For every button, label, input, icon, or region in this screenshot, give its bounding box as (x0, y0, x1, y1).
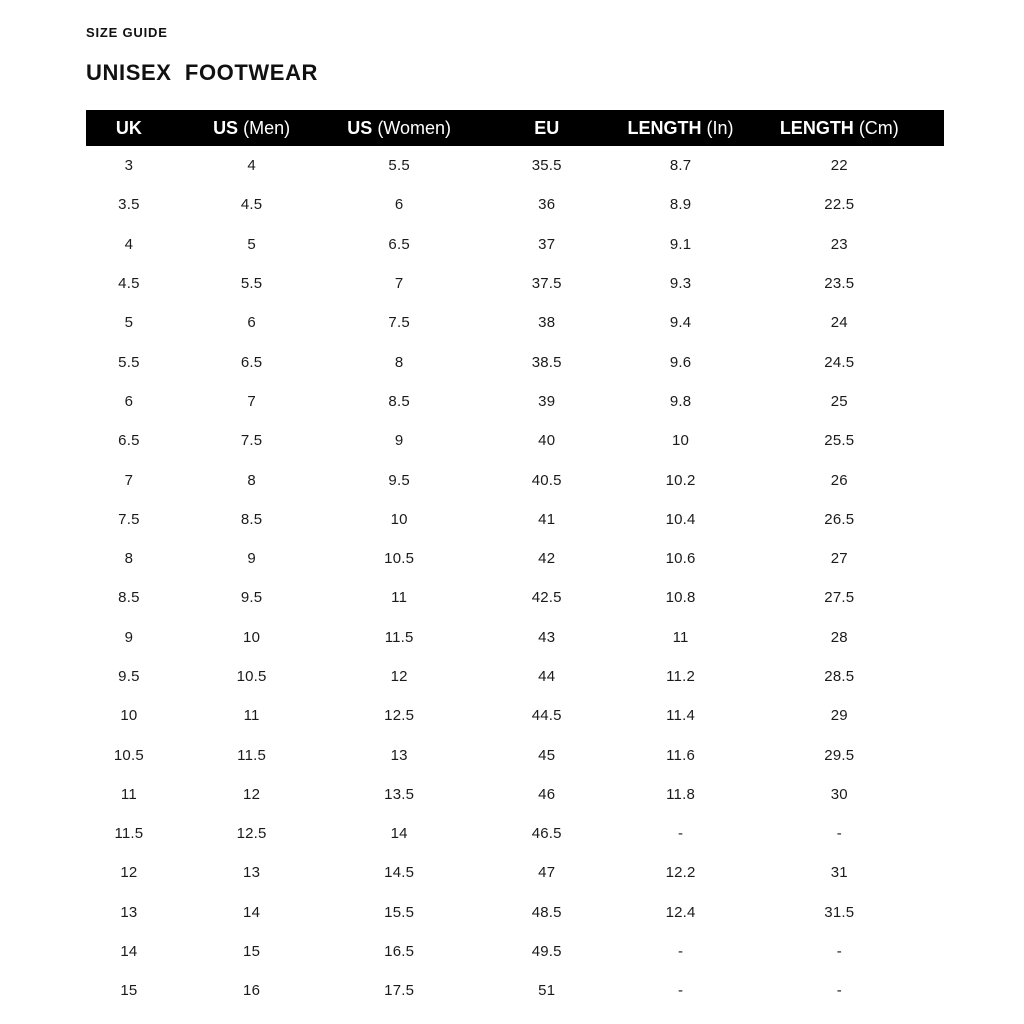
table-cell: 27.5 (824, 589, 855, 607)
table-cell: 25 (830, 392, 848, 410)
table-cell: 8.5 (240, 510, 263, 528)
table-body (86, 146, 944, 1011)
table-cell: 41 (538, 510, 556, 528)
table-cell: 10.5 (384, 550, 415, 568)
table-cell: 4 (124, 235, 134, 253)
table-cell: 23 (830, 235, 848, 253)
table-cell: 12.2 (665, 864, 696, 882)
table-row (86, 460, 944, 499)
table-cell: 22.5 (824, 196, 855, 214)
table-row (86, 303, 944, 342)
table-cell: 10 (672, 432, 690, 450)
table-cell: 8.5 (388, 392, 410, 410)
header-cell-bold-text: EU (534, 117, 560, 138)
header-cell-normal-text: (In) (701, 117, 734, 138)
table-cell: 37 (538, 235, 556, 253)
eyebrow-label: SIZE GUIDE (86, 25, 168, 40)
table-cell: 23.5 (824, 275, 855, 293)
table-cell: 28 (830, 628, 848, 646)
table-cell: 27 (830, 550, 848, 568)
table-cell: 9.5 (240, 589, 263, 607)
table-cell: 10.5 (236, 668, 267, 685)
table-row (86, 696, 944, 735)
table-cell: 7 (247, 392, 256, 410)
table-cell: 16.5 (384, 943, 415, 961)
table-cell: 38 (538, 314, 556, 332)
table-cell: 46.5 (531, 825, 562, 843)
table-cell: 45 (538, 746, 556, 764)
table-cell: - (677, 982, 684, 1000)
table-cell: 15.5 (384, 903, 415, 921)
table-cell: 7.5 (388, 314, 410, 332)
table-cell: 12.4 (665, 903, 696, 921)
table-cell: - (677, 943, 684, 961)
table-row (86, 146, 944, 185)
table-cell: - (836, 825, 842, 843)
table-cell: 8 (394, 353, 404, 371)
table-row (86, 225, 944, 264)
table-cell: 43 (538, 628, 556, 646)
table-cell: 38.5 (531, 353, 562, 371)
table-cell: 29.5 (824, 746, 855, 764)
table-row (86, 342, 944, 381)
table-row (86, 735, 944, 774)
table-row (86, 421, 944, 460)
table-cell: 3 (124, 157, 134, 175)
table-cell: 51 (538, 982, 556, 1000)
table-cell: 24 (830, 314, 848, 332)
table-cell: 28.5 (824, 668, 855, 685)
header-cell-normal-text: (Women) (372, 117, 451, 138)
table-cell: 14 (390, 825, 408, 843)
table-row (86, 814, 944, 853)
table-cell: 12 (120, 864, 138, 882)
table-cell: 15 (120, 982, 138, 1000)
table-cell: - (836, 982, 842, 1000)
table-cell: 5 (124, 314, 134, 332)
table-cell: 12.5 (236, 825, 267, 843)
table-cell: 5.5 (240, 275, 263, 293)
table-cell: 10.5 (113, 746, 144, 764)
table-cell: 26.5 (824, 510, 855, 528)
table-cell: 7.5 (240, 432, 263, 450)
table-cell: 6.5 (240, 353, 263, 371)
table-cell: 6.5 (388, 235, 410, 253)
table-cell: 13.5 (384, 785, 415, 803)
table-cell: 44 (538, 668, 556, 685)
table-cell: 31.5 (824, 903, 855, 921)
header-cell-bold-text: LENGTH (627, 117, 702, 138)
table-cell: 9.1 (669, 235, 692, 253)
table-cell: 10.8 (665, 589, 696, 607)
table-cell: 25.5 (824, 432, 855, 450)
size-conversion-table (86, 110, 944, 1011)
header-cell (86, 110, 172, 146)
table-cell: 15 (243, 943, 261, 961)
table-cell: 10.4 (665, 510, 696, 528)
table-cell: 7 (124, 471, 134, 489)
table-row (86, 932, 944, 971)
table-cell: 11.5 (114, 825, 144, 843)
table-cell: 42.5 (531, 589, 562, 607)
table-cell: 6.5 (118, 432, 140, 450)
header-cell-bold-text: UK (115, 117, 142, 138)
table-cell: 11.5 (384, 628, 414, 646)
table-cell: 4 (247, 157, 256, 175)
table-cell: 11 (120, 785, 137, 803)
table-cell: 13 (243, 864, 261, 882)
table-cell: - (836, 943, 842, 961)
table-cell: 16 (243, 982, 261, 1000)
header-cell (627, 110, 735, 146)
table-row (86, 853, 944, 892)
table-row (86, 185, 944, 224)
table-cell: 44.5 (531, 707, 562, 725)
table-cell: 9.5 (118, 668, 140, 685)
table-cell: 40.5 (531, 471, 562, 489)
table-row (86, 893, 944, 932)
table-cell: 49.5 (531, 943, 562, 961)
table-cell: 42 (538, 550, 556, 568)
header-cell-normal-text: (Men) (238, 117, 291, 138)
table-row (86, 618, 944, 657)
table-cell: 4.5 (118, 275, 140, 293)
table-cell: 7 (394, 275, 404, 293)
table-row (86, 775, 944, 814)
table-row (86, 382, 944, 421)
table-cell: 9 (247, 550, 256, 568)
header-cell (467, 110, 627, 146)
table-cell: 17.5 (384, 982, 415, 1000)
header-cell (331, 110, 467, 146)
table-cell: 9.3 (669, 275, 692, 293)
header-cell (172, 110, 332, 146)
table-cell: 12 (390, 668, 408, 685)
table-cell: 10.6 (665, 550, 696, 568)
table-cell: 36 (538, 196, 556, 214)
table-header (86, 110, 944, 146)
page-title: UNISEX FOOTWEAR (86, 60, 319, 85)
table-cell: 11 (243, 707, 260, 725)
table-cell: 8 (247, 471, 256, 489)
table-cell: 37.5 (531, 275, 562, 293)
table-cell: 35.5 (531, 157, 562, 175)
table-cell: 9.4 (669, 314, 692, 332)
table-cell: 26 (830, 471, 848, 489)
table-cell: 12.5 (384, 707, 415, 725)
table-cell: 6 (247, 314, 256, 332)
table-cell: 30 (830, 785, 848, 803)
header-cell-normal-text: (Cm) (853, 117, 899, 138)
table-cell: 11.2 (666, 668, 695, 685)
table-cell: 48.5 (531, 903, 562, 921)
table-cell: 9.5 (388, 471, 410, 489)
table-cell: 9.6 (669, 353, 692, 371)
table-cell: 13 (120, 903, 138, 921)
table-cell: 11 (672, 628, 689, 646)
table-cell: 39 (538, 392, 556, 410)
header-cell-bold-text: US (213, 117, 239, 138)
table-cell: 22 (830, 157, 848, 175)
header-row (86, 110, 944, 146)
table-cell: 13 (390, 746, 408, 764)
table-row (86, 500, 944, 539)
table-cell: 11 (391, 589, 408, 607)
table-cell: 11.6 (666, 746, 695, 764)
table-cell: 4.5 (240, 196, 263, 214)
table-cell: 12 (243, 785, 261, 803)
table-cell: 24.5 (824, 353, 855, 371)
table-cell: 7.5 (118, 510, 140, 528)
table-row (86, 264, 944, 303)
table-cell: 11.8 (666, 785, 695, 803)
table-row (86, 578, 944, 617)
table-cell: 8.5 (118, 589, 140, 607)
table-cell: 6 (124, 392, 134, 410)
table-cell: 8 (124, 550, 134, 568)
table-cell: 14 (120, 943, 138, 961)
table-row (86, 657, 944, 696)
table-cell: 9 (394, 432, 404, 450)
table-cell: 11.4 (666, 707, 695, 725)
table-cell: 14.5 (384, 864, 415, 882)
table-cell: 9 (124, 628, 134, 646)
table-row (86, 971, 944, 1010)
table-cell: 10 (243, 628, 261, 646)
table-row (86, 539, 944, 578)
table-cell: 29 (830, 707, 848, 725)
table-cell: 6 (394, 196, 404, 214)
table-cell: 47 (538, 864, 556, 882)
table-cell: 10 (390, 510, 408, 528)
table-cell: 9.8 (669, 392, 692, 410)
table-cell: 31 (830, 864, 848, 882)
table-cell: 40 (538, 432, 556, 450)
table-cell: 46 (538, 785, 556, 803)
table-cell: 10 (120, 707, 138, 725)
table-cell: 5.5 (118, 353, 140, 371)
table-cell: 8.7 (669, 157, 692, 175)
table-cell: - (677, 825, 684, 843)
header-cell-bold-text: LENGTH (779, 117, 854, 138)
table-cell: 11.5 (237, 746, 267, 764)
table-cell: 5 (247, 235, 256, 253)
table-cell: 14 (243, 903, 261, 921)
header-cell (735, 110, 944, 146)
table-cell: 5.5 (388, 157, 410, 175)
table-cell: 8.9 (669, 196, 692, 214)
header-cell-bold-text: US (347, 117, 373, 138)
table-cell: 10.2 (665, 471, 696, 489)
table-cell: 3.5 (118, 196, 140, 214)
